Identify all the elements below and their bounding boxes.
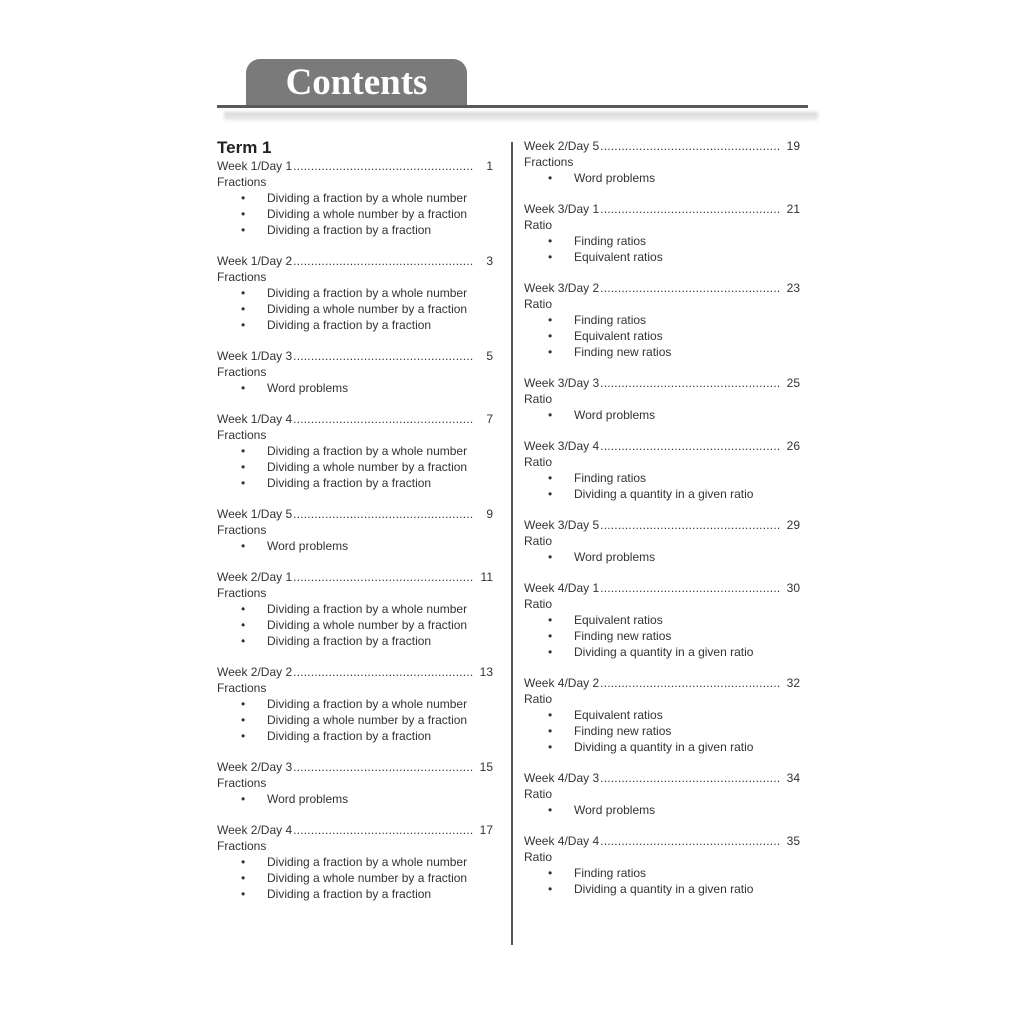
toc-topic: Fractions [217,839,267,853]
toc-dot-leader [600,675,780,691]
toc-subtopic-item: • Dividing a fraction by a whole number [217,190,493,206]
title-rule-shadow [224,112,818,121]
toc-entry [217,664,493,744]
toc-page-number: 30 [786,581,800,595]
toc-page-number: 3 [486,254,493,268]
left-column [217,139,493,917]
toc-subtopic-list [524,865,800,897]
toc-entry [217,822,493,902]
toc-week-day: Week 1/Day 2 [217,254,293,268]
toc-entry-line [217,411,493,427]
toc-subtopic-item: • Word problems [524,170,800,186]
toc-subtopic-item: • Dividing a fraction by a whole number [217,696,493,712]
toc-page-number: 15 [479,760,493,774]
toc-subtopic-item: • Word problems [524,802,800,818]
toc-subtopic-list [524,802,800,818]
toc-subtopic-list [217,443,493,491]
toc-topic: Fractions [217,365,267,379]
toc-subtopic-item: • Equivalent ratios [524,707,800,723]
toc-entry [524,770,800,818]
toc-week-day: Week 1/Day 4 [217,412,293,426]
toc-subtopic-item: • Dividing a quantity in a given ratio [524,644,800,660]
toc-dot-leader [293,506,473,522]
toc-entry-line [524,517,800,533]
toc-topic: Ratio [524,850,553,864]
toc-week-day: Week 2/Day 5 [524,139,600,153]
toc-entry [524,675,800,755]
term-heading: Term 1 [217,138,272,157]
toc-subtopic-item: • Word problems [524,549,800,565]
toc-entry-line [524,375,800,391]
toc-page-number: 11 [480,570,493,584]
toc-subtopic-item: • Dividing a fraction by a fraction [217,886,493,902]
toc-subtopic-list [524,707,800,755]
toc-subtopic-item: • Dividing a fraction by a fraction [217,728,493,744]
toc-topic: Fractions [217,586,267,600]
toc-entry-line [217,158,493,174]
toc-entry-line [524,833,800,849]
toc-subtopic-item: • Dividing a whole number by a fraction [217,712,493,728]
toc-subtopic-item: • Dividing a quantity in a given ratio [524,486,800,502]
page-title: Contents [285,62,428,103]
toc-subtopic-list [217,791,493,807]
toc-page-number: 25 [786,376,800,390]
toc-topic: Ratio [524,392,553,406]
toc-page-number: 35 [786,834,800,848]
toc-subtopic-item: • Dividing a fraction by a whole number [217,443,493,459]
toc-subtopic-item: • Dividing a fraction by a fraction [217,222,493,238]
toc-entry-line [524,201,800,217]
toc-subtopic-item: • Word problems [217,538,493,554]
toc-topic: Ratio [524,787,553,801]
toc-entry-line [524,438,800,454]
toc-dot-leader [293,822,473,838]
title-rule [217,105,808,108]
toc-subtopic-item: • Dividing a whole number by a fraction [217,206,493,222]
toc-subtopic-item: • Finding new ratios [524,344,800,360]
toc-entry [524,517,800,565]
toc-subtopic-item: • Dividing a fraction by a whole number [217,285,493,301]
toc-entry-line [217,822,493,838]
toc-dot-leader [293,411,473,427]
toc-dot-leader [600,138,780,154]
toc-subtopic-list [524,312,800,360]
toc-dot-leader [600,580,780,596]
toc-subtopic-item: • Equivalent ratios [524,328,800,344]
toc-entry [524,375,800,423]
toc-entry-line [524,675,800,691]
toc-week-day: Week 3/Day 3 [524,376,600,390]
toc-subtopic-item: • Dividing a fraction by a whole number [217,601,493,617]
toc-dot-leader [293,569,473,585]
toc-entry [217,158,493,238]
toc-subtopic-item: • Dividing a whole number by a fraction [217,617,493,633]
toc-dot-leader [600,375,780,391]
toc-week-day: Week 1/Day 5 [217,507,293,521]
toc-topic: Fractions [217,428,267,442]
toc-page-number: 17 [479,823,493,837]
toc-subtopic-item: • Finding ratios [524,470,800,486]
toc-week-day: Week 3/Day 2 [524,281,600,295]
toc-dot-leader [600,770,780,786]
toc-subtopic-item: • Dividing a fraction by a fraction [217,317,493,333]
toc-dot-leader [600,517,780,533]
toc-week-day: Week 4/Day 3 [524,771,600,785]
toc-subtopic-list [217,696,493,744]
toc-page-number: 1 [486,159,493,173]
toc-subtopic-item: • Equivalent ratios [524,612,800,628]
toc-entry-line [524,280,800,296]
toc-dot-leader [600,280,780,296]
toc-subtopic-item: • Dividing a whole number by a fraction [217,459,493,475]
toc-page-number: 29 [786,518,800,532]
toc-subtopic-item: • Word problems [217,380,493,396]
toc-subtopic-item: • Finding new ratios [524,628,800,644]
toc-entry [217,506,493,554]
toc-subtopic-list [217,190,493,238]
toc-week-day: Week 4/Day 2 [524,676,600,690]
toc-subtopic-list [524,233,800,265]
toc-subtopic-item: • Dividing a quantity in a given ratio [524,739,800,755]
toc-page-number: 32 [786,676,800,690]
toc-entry [217,253,493,333]
toc-week-day: Week 2/Day 2 [217,665,293,679]
toc-dot-leader [293,759,473,775]
toc-week-day: Week 3/Day 4 [524,439,600,453]
toc-topic: Ratio [524,218,553,232]
toc-week-day: Week 3/Day 1 [524,202,600,216]
toc-entry-line [217,253,493,269]
toc-subtopic-item: • Equivalent ratios [524,249,800,265]
toc-entry [217,569,493,649]
toc-week-day: Week 2/Day 4 [217,823,293,837]
toc-topic: Ratio [524,597,553,611]
toc-week-day: Week 2/Day 1 [217,570,293,584]
toc-week-day: Week 2/Day 3 [217,760,293,774]
toc-subtopic-item: • Word problems [217,791,493,807]
toc-page-number: 26 [786,439,800,453]
toc-week-day: Week 1/Day 1 [217,159,293,173]
toc-subtopic-list [524,470,800,502]
toc-entry-line [217,506,493,522]
toc-topic: Ratio [524,297,553,311]
toc-dot-leader [293,664,473,680]
toc-page-number: 23 [786,281,800,295]
toc-entry-line [217,759,493,775]
toc-entry-line [217,664,493,680]
toc-entry [524,438,800,502]
toc-subtopic-list [217,854,493,902]
toc-subtopic-item: • Finding ratios [524,312,800,328]
toc-subtopic-list [217,285,493,333]
toc-subtopic-list [217,538,493,554]
toc-subtopic-list [524,612,800,660]
toc-entry [524,580,800,660]
toc-topic: Fractions [217,523,267,537]
toc-entry-line [524,580,800,596]
toc-dot-leader [293,348,473,364]
toc-page-number: 21 [786,202,800,216]
toc-entry-line [217,348,493,364]
toc-subtopic-item: • Dividing a whole number by a fraction [217,301,493,317]
toc-subtopic-list [524,549,800,565]
toc-topic: Fractions [217,175,267,189]
toc-week-day: Week 1/Day 3 [217,349,293,363]
toc-subtopic-item: • Finding new ratios [524,723,800,739]
toc-entry-line [524,770,800,786]
toc-entry-line [524,138,800,154]
toc-subtopic-list [217,380,493,396]
toc-topic: Fractions [524,155,574,169]
toc-entry [217,411,493,491]
toc-subtopic-list [217,601,493,649]
toc-subtopic-item: • Dividing a fraction by a whole number [217,854,493,870]
toc-entry [217,759,493,807]
column-divider [511,142,513,945]
toc-subtopic-item: • Dividing a whole number by a fraction [217,870,493,886]
toc-subtopic-list [524,170,800,186]
toc-page-number: 19 [786,139,800,153]
toc-topic: Fractions [217,681,267,695]
toc-entry [524,280,800,360]
toc-page-number: 5 [486,349,493,363]
toc-topic: Ratio [524,534,553,548]
toc-topic: Fractions [217,776,267,790]
toc-dot-leader [600,201,780,217]
toc-dot-leader [293,253,473,269]
toc-dot-leader [600,438,780,454]
toc-entry [524,201,800,265]
toc-topic: Ratio [524,692,553,706]
toc-week-day: Week 3/Day 5 [524,518,600,532]
toc-dot-leader [600,833,780,849]
right-column [524,138,800,912]
toc-subtopic-item: • Dividing a quantity in a given ratio [524,881,800,897]
toc-entry-line [217,569,493,585]
toc-page-number: 7 [486,412,493,426]
toc-week-day: Week 4/Day 1 [524,581,600,595]
toc-entry [524,833,800,897]
toc-subtopic-item: • Finding ratios [524,865,800,881]
toc-subtopic-item: • Finding ratios [524,233,800,249]
toc-entry [524,138,800,186]
toc-page-number: 9 [486,507,493,521]
toc-dot-leader [293,158,473,174]
toc-subtopic-item: • Dividing a fraction by a fraction [217,475,493,491]
toc-subtopic-list [524,407,800,423]
toc-entry [217,348,493,396]
toc-subtopic-item: • Dividing a fraction by a fraction [217,633,493,649]
toc-topic: Ratio [524,455,553,469]
toc-page-number: 13 [479,665,493,679]
toc-week-day: Week 4/Day 4 [524,834,600,848]
toc-page-number: 34 [786,771,800,785]
toc-topic: Fractions [217,270,267,284]
toc-subtopic-item: • Word problems [524,407,800,423]
